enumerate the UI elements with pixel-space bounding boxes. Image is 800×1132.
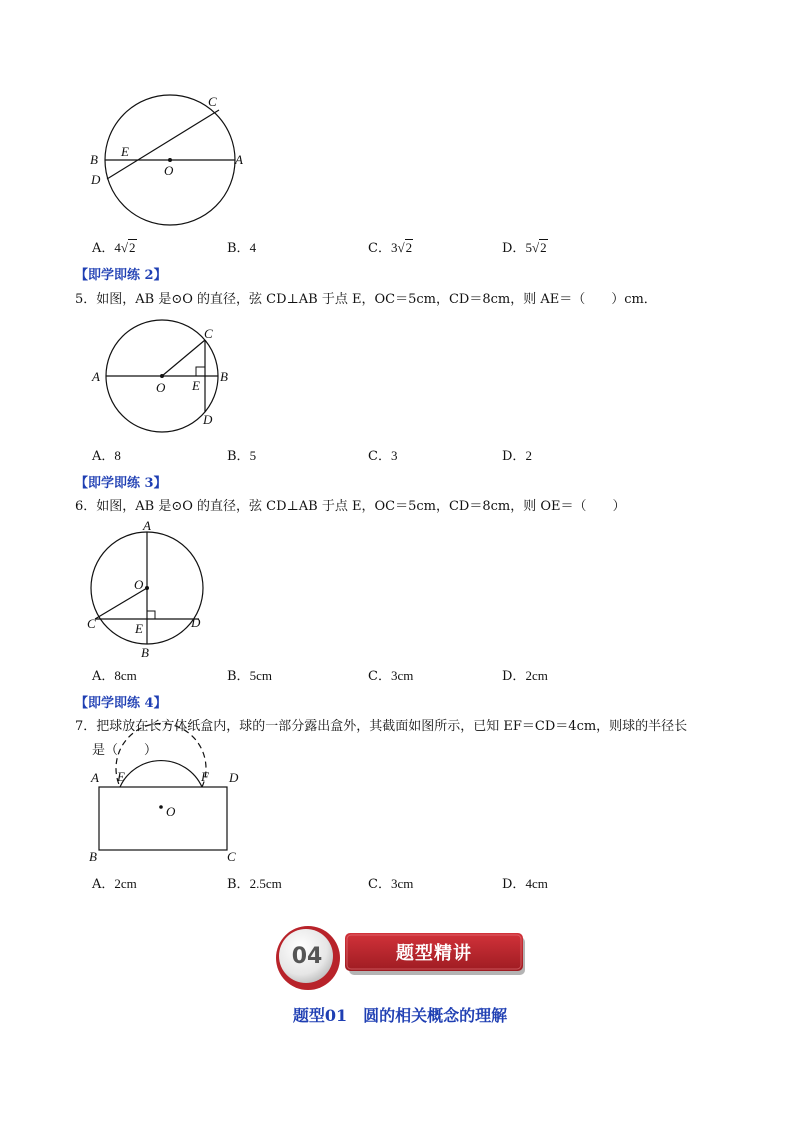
label-E: E [121, 144, 129, 159]
q6-option-a: A．8cm [92, 668, 137, 684]
label-F: F [201, 769, 209, 784]
q6-option-d: D．2cm [502, 668, 548, 684]
label-B: B [220, 369, 228, 384]
q4-option-b: B．4 [227, 240, 257, 256]
q5-option-d: D．2 [502, 448, 532, 464]
label-A: A [91, 770, 99, 785]
q7-stem-line2: 是（ ） [92, 743, 158, 758]
label-D: D [203, 412, 213, 427]
q5-stem: 5．如图，AB 是⊙O 的直径，弦 CD⊥AB 于点 E，OC＝5cm，CD＝8cm，则 AE＝（ ）cm． [75, 292, 657, 307]
label-B: B [89, 849, 97, 864]
q7-option-a: A．2cm [92, 876, 137, 892]
label-C: C [227, 849, 236, 864]
section-badge [275, 925, 530, 991]
q7-option-c: C．3cm [368, 876, 414, 892]
q6-stem: 6．如图，AB 是⊙O 的直径，弦 CD⊥AB 于点 E，OC＝5cm，CD＝8cm，则 OE＝（ ） [75, 499, 626, 514]
section-badge-number: 04 [291, 944, 323, 969]
q7-option-b: B．2.5cm [227, 876, 282, 892]
label-C: C [208, 94, 217, 109]
label-B: B [90, 152, 98, 167]
label-A: A [92, 369, 100, 384]
label-D: D [191, 615, 201, 630]
label-E: E [135, 621, 143, 636]
label-O: O [156, 380, 166, 395]
label-O: O [166, 804, 176, 819]
practice-heading-2: 【即学即练 2】 [75, 268, 167, 283]
label-D: D [91, 172, 101, 187]
q5-figure [90, 318, 240, 433]
q5-option-a: A．8 [92, 448, 121, 464]
q7-option-d: D．4cm [502, 876, 548, 892]
q5-option-c: C．3 [368, 448, 398, 464]
q6-figure [85, 520, 215, 660]
q7-stem-line1: 7．把球放在长方体纸盒内，球的一部分露出盒外，其截面如图所示，已知 EF＝CD＝4cm，则球的半径长 [75, 719, 688, 734]
q4-option-a: A．4√2 [92, 240, 136, 256]
label-A: A [235, 152, 243, 167]
label-B: B [141, 645, 149, 660]
section-title: 题型01 圆的相关概念的理解 [292, 1006, 508, 1025]
q7-figure [85, 765, 245, 865]
q4-figure [85, 90, 255, 230]
section-badge-label: 题型精讲 [396, 943, 472, 964]
label-C: C [87, 616, 96, 631]
practice-heading-3: 【即学即练 3】 [75, 476, 167, 491]
label-E: E [117, 769, 125, 784]
label-A: A [143, 518, 151, 533]
q5-option-b: B．5 [227, 448, 257, 464]
q6-option-c: C．3cm [368, 668, 414, 684]
label-E: E [192, 378, 200, 393]
label-O: O [164, 163, 174, 178]
label-O: O [134, 577, 144, 592]
label-C: C [204, 326, 213, 341]
practice-heading-4: 【即学即练 4】 [75, 696, 167, 711]
q4-option-d: D．5√2 [502, 240, 547, 256]
q4-option-c: C．3√2 [368, 240, 413, 256]
q6-option-b: B．5cm [227, 668, 272, 684]
label-D: D [229, 770, 239, 785]
